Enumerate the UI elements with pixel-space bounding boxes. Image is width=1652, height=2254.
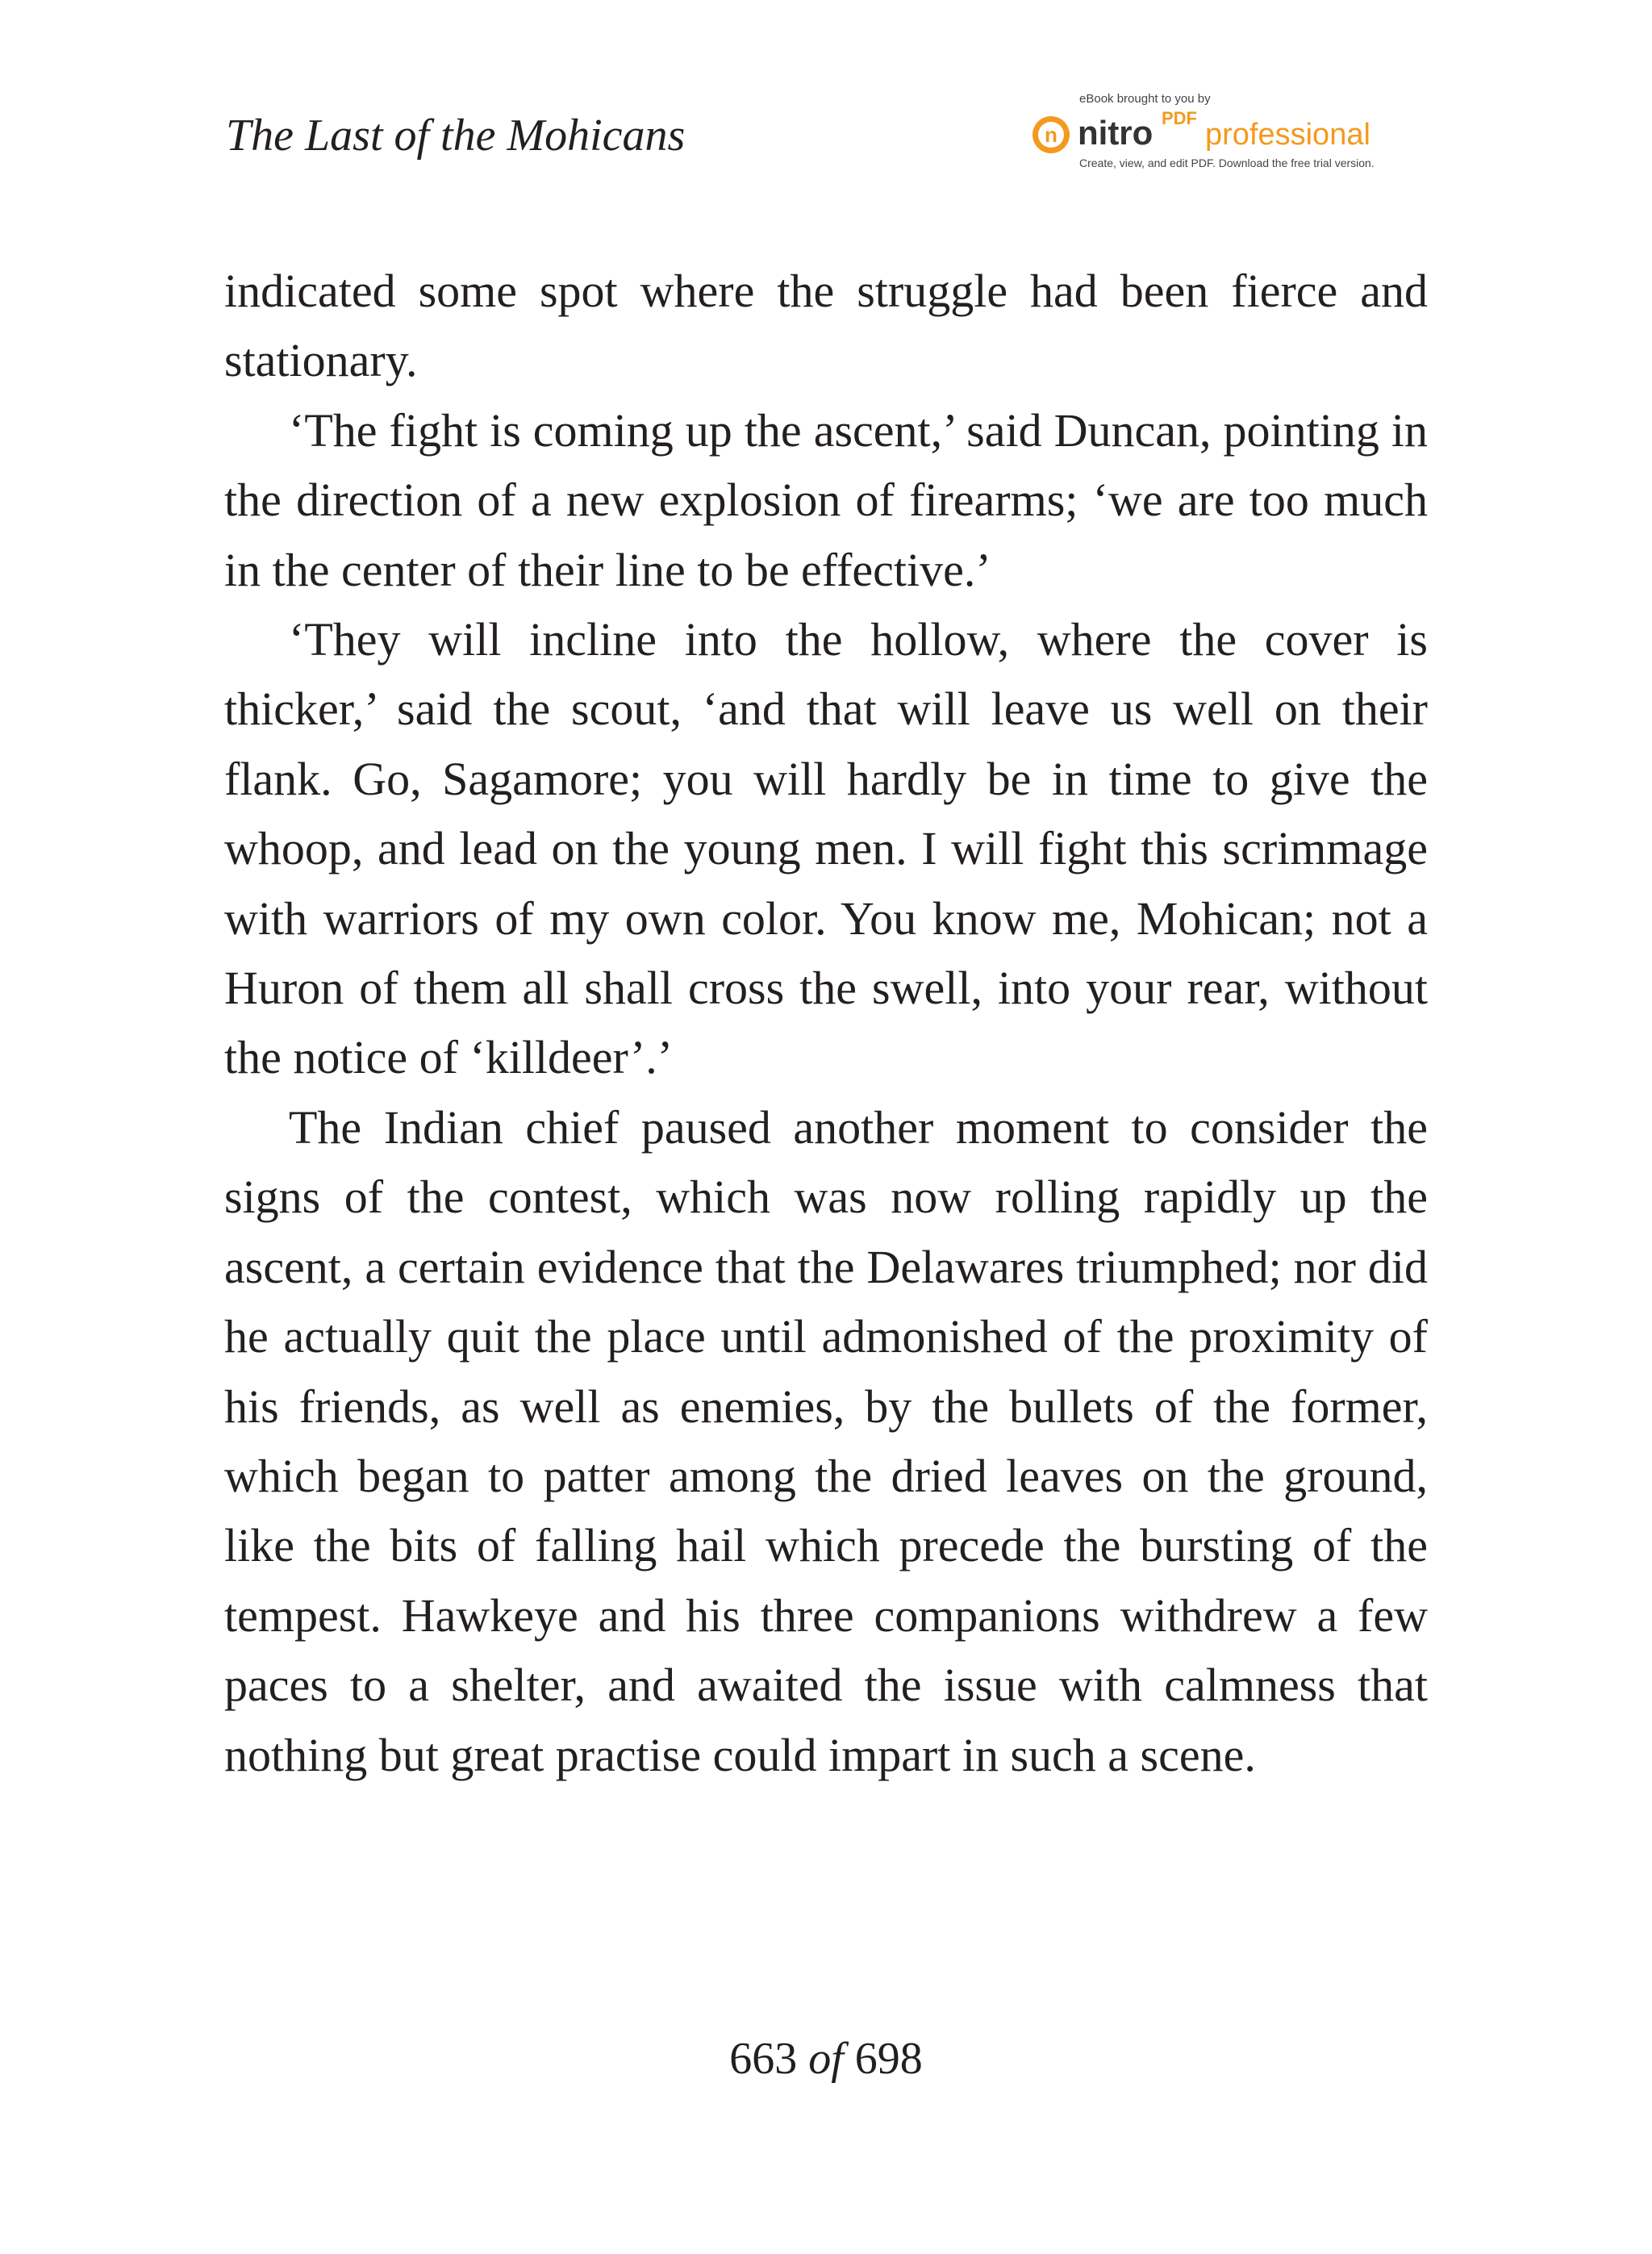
current-page: 663 xyxy=(729,2034,798,2084)
page-body xyxy=(224,257,1428,1790)
brand-name: nitro xyxy=(1078,114,1153,152)
paragraph: ‘The fight is coming up the ascent,’ said Duncan, pointing in the direction of a new explosion of firearms; ‘we are too much in the center of their line to be effective.’ xyxy=(224,403,1428,596)
nitro-logo-icon xyxy=(1031,115,1071,155)
total-pages: 698 xyxy=(854,2034,923,2084)
nitro-pdf-brand[interactable] xyxy=(1031,87,1418,176)
paragraph: The Indian chief paused another moment to consider the signs of the contest, which was now rolling rapidly up the ascent, a certain evidence that the Delawares triumphed; nor did he actually quit the place until admonished of the proximity of his friends, as well as enemies, by the bullets of the former, which began to patter among the dried leaves on the ground, like the bits of falling hail which precede the bursting of the tempest. Hawkeye and his three companions withdrew a few paces to a shelter, and awaited the issue with calmness that nothing but great practise could impart in such a scene. xyxy=(224,1100,1428,1781)
paragraph: indicated some spot where the struggle had been fierce and stationary. xyxy=(224,265,1428,387)
brand-edition: professional xyxy=(1205,118,1370,152)
book-title: The Last of the Mohicans xyxy=(226,111,686,161)
page-number xyxy=(0,2027,1652,2091)
brand-tagline: Create, view, and edit PDF. Download the free trial version. xyxy=(1079,157,1375,169)
paragraph: ‘They will incline into the hollow, where the cover is thicker,’ said the scout, ‘and that will leave us well on their flank. Go, Sagamore; you will hardly be in time to give the whoop, and lead on the young men. I will fight this scrimmage with warriors of my own color. You know me, Mohican; not a Huron of them all shall cross the swell, into your rear, without the notice of ‘killdeer’.’ xyxy=(224,613,1428,1084)
brand-superscript: PDF xyxy=(1162,108,1197,128)
of-label: of xyxy=(808,2034,844,2084)
brand-top-line: eBook brought to you by xyxy=(1079,92,1211,106)
svg-text:n: n xyxy=(1045,123,1058,147)
